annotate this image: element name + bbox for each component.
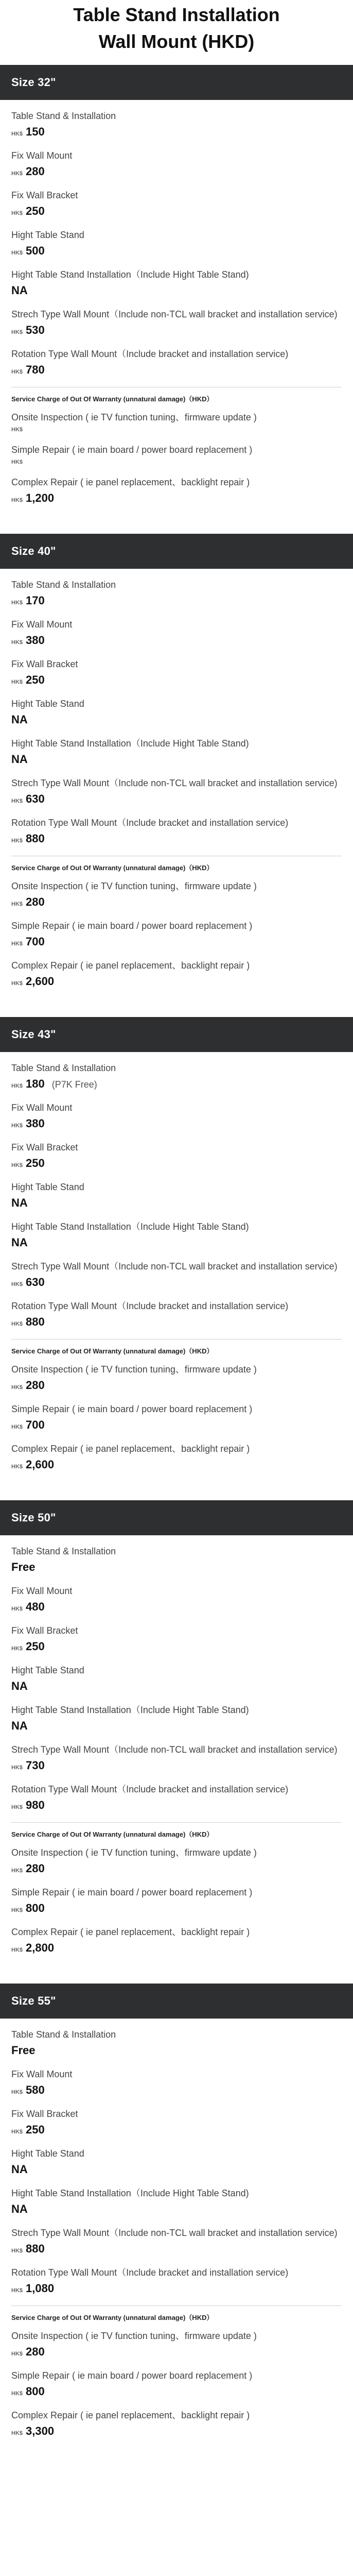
price-item	[11, 2103, 342, 2143]
price-value	[11, 2345, 342, 2359]
currency-label: HK$	[11, 2129, 23, 2135]
price-item	[11, 812, 342, 852]
size-section	[0, 65, 353, 519]
price-value	[11, 895, 342, 909]
price-item	[11, 343, 342, 383]
price-value	[11, 1600, 342, 1614]
price-amount: 980	[26, 1799, 45, 1811]
warranty-heading: Service Charge of Out Of Warranty (unnatural damage)（HKD）	[11, 1831, 214, 1838]
price-amount: 280	[26, 165, 45, 178]
price-item	[11, 264, 342, 303]
currency-label: HK$	[11, 1804, 23, 1810]
price-label: Table Stand & Installation	[11, 2029, 116, 2040]
price-value	[11, 1379, 342, 1392]
price-label: Hight Table Stand	[11, 2148, 84, 2159]
price-amount: 630	[26, 1276, 45, 1289]
currency-label: HK$	[11, 459, 23, 465]
price-amount: 780	[26, 363, 45, 376]
price-label: Complex Repair ( ie panel replacement、backlight repair )	[11, 2410, 250, 2420]
price-value	[11, 125, 342, 139]
price-value	[11, 1458, 342, 1471]
price-value	[11, 1719, 342, 1733]
price-label: Rotation Type Wall Mount（Include bracket and installation service)	[11, 2267, 289, 2278]
price-value	[11, 1236, 342, 1249]
price-label: Hight Table Stand Installation（Include Hight Table Stand)	[11, 269, 249, 280]
price-value	[11, 2202, 342, 2216]
currency-label: HK$	[11, 1281, 23, 1287]
price-value	[11, 427, 342, 433]
price-item	[11, 1216, 342, 1256]
price-value	[11, 975, 342, 988]
size-body	[0, 1535, 353, 1969]
currency-label: HK$	[11, 1947, 23, 1953]
size-body	[0, 100, 353, 519]
price-label: Strech Type Wall Mount（Include non-TCL wall bracket and installation service)	[11, 778, 338, 788]
price-label: Fix Wall Bracket	[11, 190, 78, 200]
price-label: Simple Repair ( ie main board / power board replacement )	[11, 921, 253, 931]
currency-label: HK$	[11, 639, 23, 646]
price-item	[11, 406, 342, 439]
price-item	[11, 1778, 342, 1818]
price-item	[11, 145, 342, 184]
currency-label: HK$	[11, 1162, 23, 1168]
currency-label: HK$	[11, 2287, 23, 2294]
plain-value: Free	[11, 1561, 36, 1573]
price-value	[11, 792, 342, 806]
price-label: Fix Wall Bracket	[11, 659, 78, 669]
price-item	[11, 574, 342, 614]
currency-label: HK$	[11, 2248, 23, 2254]
price-item	[11, 2143, 342, 2182]
price-label: Complex Repair ( ie panel replacement、backlight repair )	[11, 477, 250, 487]
section-divider	[11, 1339, 342, 1340]
price-item	[11, 653, 342, 693]
price-amount: 280	[26, 2345, 45, 2358]
price-amount: 280	[26, 1862, 45, 1875]
size-header: Size 43"	[0, 1017, 353, 1052]
currency-label: HK$	[11, 1907, 23, 1913]
plain-value: NA	[11, 1680, 28, 1692]
price-label: Hight Table Stand	[11, 1182, 84, 1192]
price-label: Hight Table Stand Installation（Include Hight Table Stand)	[11, 1222, 249, 1232]
price-value	[11, 1196, 342, 1210]
price-item	[11, 614, 342, 653]
size-body	[0, 569, 353, 1003]
price-label: Fix Wall Mount	[11, 2069, 73, 2079]
price-item	[11, 2365, 342, 2404]
price-label: Fix Wall Bracket	[11, 2109, 78, 2119]
price-item	[11, 1921, 342, 1961]
price-label: Table Stand & Installation	[11, 1546, 116, 1556]
price-label: Fix Wall Mount	[11, 1103, 73, 1113]
price-amount: 580	[26, 2083, 45, 2096]
price-label: Strech Type Wall Mount（Include non-TCL wall bracket and installation service)	[11, 2228, 338, 2238]
price-item	[11, 1295, 342, 1335]
plain-value: NA	[11, 2163, 28, 2176]
price-value	[11, 324, 342, 337]
price-amount: 280	[26, 895, 45, 908]
price-label: Complex Repair ( ie panel replacement、backlight repair )	[11, 1444, 250, 1454]
price-item	[11, 184, 342, 224]
size-section	[0, 1984, 353, 2452]
price-label: Fix Wall Bracket	[11, 1142, 78, 1153]
currency-label: HK$	[11, 1646, 23, 1652]
price-item	[11, 2222, 342, 2262]
price-amount: 730	[26, 1759, 45, 1772]
price-value	[11, 284, 342, 297]
price-label: Onsite Inspection ( ie TV function tuning、firmware update )	[11, 881, 257, 891]
plain-value: NA	[11, 1719, 28, 1732]
price-value	[11, 2123, 342, 2137]
price-value	[11, 1941, 342, 1955]
currency-label: HK$	[11, 2089, 23, 2095]
price-item	[11, 1176, 342, 1216]
price-value	[11, 1276, 342, 1289]
size-body	[0, 1052, 353, 1486]
price-item	[11, 1359, 342, 1398]
price-value	[11, 363, 342, 377]
price-item	[11, 224, 342, 264]
plain-value: Free	[11, 2044, 36, 2057]
price-label: Onsite Inspection ( ie TV function tuning、firmware update )	[11, 1364, 257, 1375]
currency-label: HK$	[11, 838, 23, 844]
price-amount: 530	[26, 324, 45, 336]
price-item	[11, 915, 342, 955]
plain-value: NA	[11, 1196, 28, 1209]
price-label: Fix Wall Mount	[11, 1586, 73, 1596]
price-item	[11, 1580, 342, 1620]
price-value	[11, 1902, 342, 1915]
price-amount: 250	[26, 2123, 45, 2136]
price-label: Simple Repair ( ie main board / power board replacement )	[11, 445, 253, 455]
currency-label: HK$	[11, 1083, 23, 1089]
size-header: Size 55"	[0, 1984, 353, 2019]
size-section	[0, 1500, 353, 1969]
price-amount: 2,600	[26, 1458, 55, 1471]
price-amount: 280	[26, 1379, 45, 1392]
currency-label: HK$	[11, 941, 23, 947]
currency-label: HK$	[11, 1765, 23, 1771]
size-body	[0, 2019, 353, 2452]
currency-label: HK$	[11, 1464, 23, 1470]
price-item	[11, 955, 342, 994]
plain-value: NA	[11, 753, 28, 766]
size-header: Size 32"	[0, 65, 353, 100]
price-value	[11, 1117, 342, 1130]
price-value	[11, 1315, 342, 1329]
currency-label: HK$	[11, 1321, 23, 1327]
price-value	[11, 205, 342, 218]
currency-label: HK$	[11, 497, 23, 503]
price-amount: 2,600	[26, 975, 55, 988]
price-label: Hight Table Stand Installation（Include Hight Table Stand)	[11, 1705, 249, 1715]
price-value	[11, 165, 342, 178]
currency-label: HK$	[11, 1868, 23, 1874]
currency-label: HK$	[11, 679, 23, 685]
page-title-line1: Table Stand Installation	[73, 4, 280, 25]
price-label: Hight Table Stand Installation（Include Hight Table Stand)	[11, 2188, 249, 2198]
size-header: Size 40"	[0, 534, 353, 569]
price-item	[11, 1398, 342, 1438]
currency-label: HK$	[11, 427, 23, 433]
price-value	[11, 2044, 342, 2057]
price-label: Rotation Type Wall Mount（Include bracket and installation service)	[11, 1301, 289, 1311]
price-value	[11, 1799, 342, 1812]
currency-label: HK$	[11, 980, 23, 987]
price-amount: 170	[26, 594, 45, 607]
price-amount: 700	[26, 935, 45, 948]
price-item	[11, 1842, 342, 1882]
section-divider	[11, 1822, 342, 1823]
price-label: Rotation Type Wall Mount（Include bracket and installation service)	[11, 818, 289, 828]
price-value	[11, 2282, 342, 2295]
page-title-wrap	[0, 0, 353, 65]
price-item	[11, 2063, 342, 2103]
currency-label: HK$	[11, 2351, 23, 2357]
price-label: Hight Table Stand Installation（Include Hight Table Stand)	[11, 738, 249, 749]
price-value	[11, 832, 342, 845]
currency-label: HK$	[11, 1424, 23, 1430]
price-amount: 800	[26, 2385, 45, 2398]
warranty-heading: Service Charge of Out Of Warranty (unnatural damage)（HKD）	[11, 864, 214, 872]
price-value	[11, 2425, 342, 2438]
price-value	[11, 1561, 342, 1574]
price-item	[11, 1659, 342, 1699]
price-amount: 880	[26, 832, 45, 845]
price-item	[11, 875, 342, 915]
price-item	[11, 1097, 342, 1137]
price-label: Strech Type Wall Mount（Include non-TCL wall bracket and installation service)	[11, 1261, 338, 1272]
price-label: Simple Repair ( ie main board / power board replacement )	[11, 1404, 253, 1414]
price-item	[11, 471, 342, 511]
price-amount: 250	[26, 673, 45, 686]
price-value	[11, 459, 342, 465]
price-item	[11, 1882, 342, 1921]
price-amount: 1,080	[26, 2282, 55, 2295]
price-value	[11, 673, 342, 687]
price-amount: 480	[26, 1600, 45, 1613]
price-amount: 800	[26, 1902, 45, 1914]
price-amount: 250	[26, 1640, 45, 1653]
price-amount: 880	[26, 1315, 45, 1328]
price-label: Onsite Inspection ( ie TV function tuning、firmware update )	[11, 1848, 257, 1858]
price-label: Table Stand & Installation	[11, 1063, 116, 1073]
price-label: Hight Table Stand	[11, 699, 84, 709]
price-amount: 700	[26, 1418, 45, 1431]
price-item	[11, 1256, 342, 1295]
currency-label: HK$	[11, 1384, 23, 1391]
price-item	[11, 2262, 342, 2301]
price-value	[11, 1862, 342, 1875]
price-item	[11, 733, 342, 772]
price-item	[11, 439, 342, 471]
price-item	[11, 693, 342, 733]
currency-label: HK$	[11, 600, 23, 606]
price-item	[11, 105, 342, 145]
price-note: (P7K Free)	[51, 1079, 97, 1090]
price-amount: 150	[26, 125, 45, 138]
price-amount: 180	[26, 1077, 45, 1090]
price-value	[11, 935, 342, 948]
price-item	[11, 2325, 342, 2365]
price-value	[11, 2083, 342, 2097]
price-value	[11, 1418, 342, 1432]
currency-label: HK$	[11, 171, 23, 177]
price-value	[11, 1640, 342, 1653]
warranty-heading: Service Charge of Out Of Warranty (unnatural damage)（HKD）	[11, 2314, 214, 2321]
price-label: Table Stand & Installation	[11, 111, 116, 121]
price-item	[11, 1620, 342, 1659]
price-value	[11, 713, 342, 726]
currency-label: HK$	[11, 1606, 23, 1612]
price-item	[11, 303, 342, 343]
plain-value: NA	[11, 713, 28, 726]
currency-label: HK$	[11, 131, 23, 137]
price-label: Rotation Type Wall Mount（Include bracket and installation service)	[11, 349, 289, 359]
price-value	[11, 1759, 342, 1772]
currency-label: HK$	[11, 369, 23, 375]
price-value	[11, 244, 342, 258]
price-item	[11, 1739, 342, 1778]
price-item	[11, 2404, 342, 2444]
price-item	[11, 1540, 342, 1580]
currency-label: HK$	[11, 1123, 23, 1129]
price-amount: 3,300	[26, 2425, 55, 2437]
price-value	[11, 1157, 342, 1170]
price-value	[11, 1680, 342, 1693]
price-value	[11, 594, 342, 607]
price-label: Fix Wall Mount	[11, 619, 73, 630]
price-label: Hight Table Stand	[11, 1665, 84, 1675]
price-label: Simple Repair ( ie main board / power board replacement )	[11, 2370, 253, 2381]
currency-label: HK$	[11, 901, 23, 907]
price-value	[11, 2385, 342, 2398]
price-value	[11, 2242, 342, 2256]
price-item	[11, 1057, 342, 1097]
warranty-heading: Service Charge of Out Of Warranty (unnatural damage)（HKD）	[11, 395, 214, 403]
price-label: Onsite Inspection ( ie TV function tuning、firmware update )	[11, 412, 257, 422]
price-label: Onsite Inspection ( ie TV function tuning、firmware update )	[11, 2331, 257, 2341]
price-amount: 250	[26, 205, 45, 217]
price-amount: 2,800	[26, 1941, 55, 1954]
currency-label: HK$	[11, 2430, 23, 2436]
price-amount: 630	[26, 792, 45, 805]
price-label: Strech Type Wall Mount（Include non-TCL wall bracket and installation service)	[11, 1744, 338, 1755]
price-label: Strech Type Wall Mount（Include non-TCL wall bracket and installation service)	[11, 309, 338, 319]
price-item	[11, 772, 342, 812]
price-item	[11, 1137, 342, 1176]
price-label: Table Stand & Installation	[11, 580, 116, 590]
price-item	[11, 2024, 342, 2063]
price-amount: 380	[26, 634, 45, 647]
price-label: Rotation Type Wall Mount（Include bracket and installation service)	[11, 1784, 289, 1794]
page-title-line2: Wall Mount (HKD)	[98, 31, 255, 52]
sections-container	[0, 65, 353, 2452]
price-label: Fix Wall Mount	[11, 150, 73, 161]
currency-label: HK$	[11, 329, 23, 335]
plain-value: NA	[11, 2202, 28, 2215]
price-amount: 250	[26, 1157, 45, 1170]
plain-value: NA	[11, 284, 28, 297]
price-amount: 500	[26, 244, 45, 257]
currency-label: HK$	[11, 2391, 23, 2397]
currency-label: HK$	[11, 210, 23, 216]
price-value	[11, 2163, 342, 2176]
price-label: Hight Table Stand	[11, 230, 84, 240]
price-label: Complex Repair ( ie panel replacement、backlight repair )	[11, 960, 250, 971]
price-value	[11, 753, 342, 766]
price-amount: 1,200	[26, 492, 55, 504]
price-label: Simple Repair ( ie main board / power board replacement )	[11, 1887, 253, 1897]
size-section	[0, 534, 353, 1003]
price-item	[11, 2182, 342, 2222]
price-label: Fix Wall Bracket	[11, 1625, 78, 1636]
size-header: Size 50"	[0, 1500, 353, 1535]
warranty-heading: Service Charge of Out Of Warranty (unnatural damage)（HKD）	[11, 1347, 214, 1355]
price-value	[11, 1077, 342, 1091]
currency-label: HK$	[11, 250, 23, 256]
price-value	[11, 492, 342, 505]
price-item	[11, 1699, 342, 1739]
size-section	[0, 1017, 353, 1486]
currency-label: HK$	[11, 798, 23, 804]
plain-value: NA	[11, 1236, 28, 1249]
price-amount: 380	[26, 1117, 45, 1130]
price-value	[11, 634, 342, 647]
price-amount: 880	[26, 2242, 45, 2255]
price-label: Complex Repair ( ie panel replacement、backlight repair )	[11, 1927, 250, 1937]
price-item	[11, 1438, 342, 1478]
